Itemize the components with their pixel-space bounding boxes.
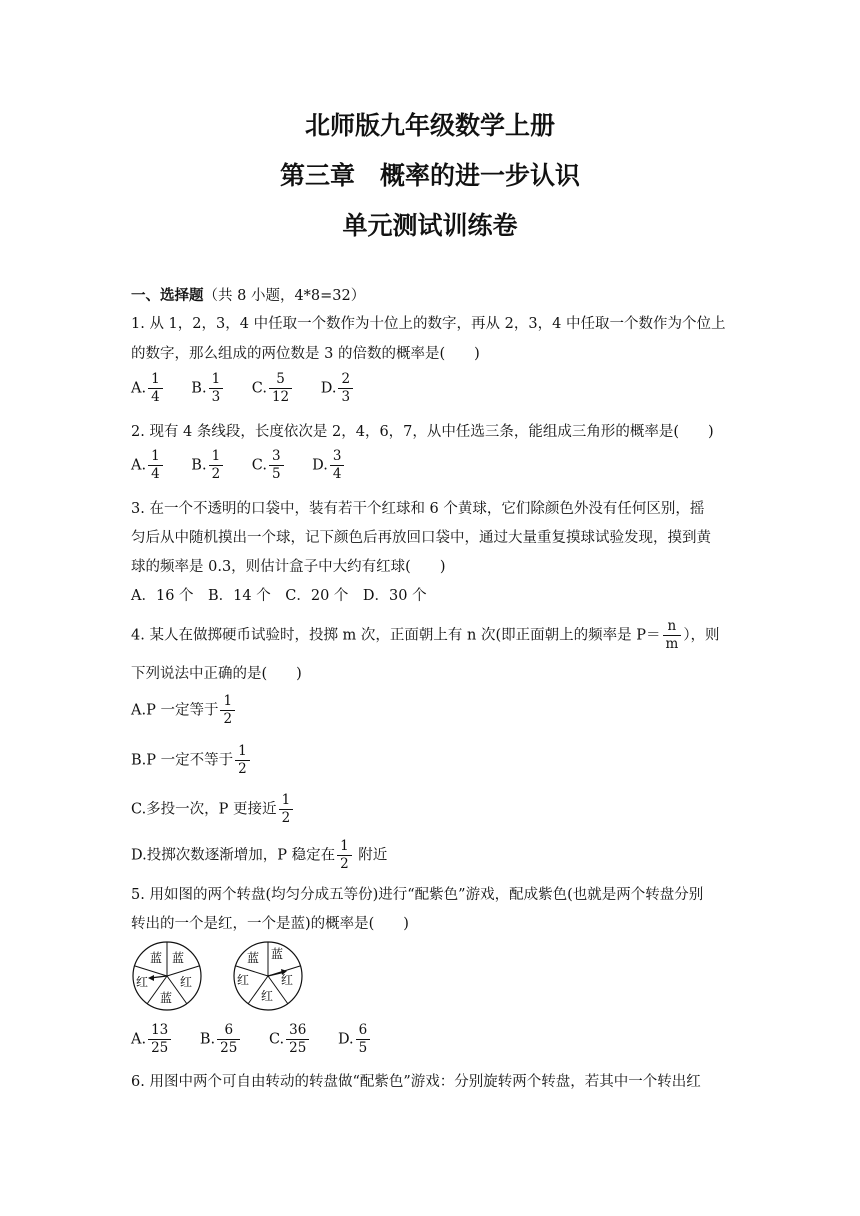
section-info: （共 8 小题，4*8=32） (203, 288, 366, 304)
q4-option-b[interactable]: B.P 一定不等于 $\frac{1}{2}$ (131, 743, 252, 778)
q5-option-b[interactable]: B. $\frac{6}{25}$ (200, 1022, 242, 1057)
q1-options (131, 371, 377, 406)
q1-line1: 1. 从 1，2，3，4 中任取一个数作为十位上的数字，再从 2，3，4 中任取一个数作为个位上 (131, 316, 726, 332)
q5-option-c[interactable]: C. $\frac{36}{25}$ (269, 1022, 311, 1057)
unit-title: 单元测试训练卷 (342, 211, 518, 240)
q4-option-a[interactable]: A.P 一定等于 $\frac{1}{2}$ (131, 693, 237, 728)
q3-line2: 匀后从中随机摸出一个球，记下颜色后再放回口袋中，通过大量重复摸球试验发现，摸到黄 (131, 530, 711, 546)
fraction: $\frac{13}{25}$ (148, 1022, 171, 1057)
pointer-arrow-icon (148, 975, 154, 981)
fraction: $\frac{1}{2}$ (220, 693, 235, 728)
q5-options (131, 1022, 394, 1057)
fraction: $\frac{6}{25}$ (217, 1022, 240, 1057)
fraction: $\frac{5}{12}$ (269, 371, 292, 406)
sector-label: 红 (237, 973, 250, 987)
q1-option-a[interactable]: A. $\frac{1}{4}$ (131, 371, 165, 406)
q3-options[interactable]: A．16 个 B．14 个 C．20 个 D．30 个 (131, 588, 427, 604)
q2-options (131, 448, 368, 483)
fraction: $\frac{3}{4}$ (330, 448, 345, 483)
q5-option-a[interactable]: A. $\frac{13}{25}$ (131, 1022, 173, 1057)
q2-option-b[interactable]: B. $\frac{1}{2}$ (191, 448, 225, 483)
sector-label: 蓝 (247, 951, 260, 965)
sector-label: 蓝 (150, 951, 163, 965)
q4-line1: 4. 某人在做掷硬币试验时，投掷 m 次，正面朝上有 n 次(即正面朝上的频率是 P＝ $\frac{n}{m}$ ），则 (131, 618, 720, 652)
fraction: $\frac{n}{m}$ (663, 618, 682, 653)
q5-line2: 转出的一个是红，一个是蓝)的概率是( ) (131, 916, 409, 932)
fraction: $\frac{1}{2}$ (235, 743, 250, 778)
q2-option-a[interactable]: A. $\frac{1}{4}$ (131, 448, 165, 483)
fraction: $\frac{36}{25}$ (286, 1022, 309, 1057)
section-heading (131, 284, 365, 305)
q5-option-d[interactable]: D. $\frac{6}{5}$ (338, 1022, 372, 1057)
q5-line1: 5. 用如图的两个转盘(均匀分成五等份)进行“配紫色”游戏，配成紫色(也就是两个转盘分别 (131, 887, 704, 903)
sector-label: 红 (136, 975, 149, 989)
sector-label: 蓝 (271, 947, 284, 961)
q1-option-b[interactable]: B. $\frac{1}{3}$ (191, 371, 225, 406)
fraction: $\frac{2}{3}$ (338, 371, 353, 406)
q6-line1: 6. 用图中两个可自由转动的转盘做“配紫色”游戏：分别旋转两个转盘，若其中一个转出红 (131, 1074, 701, 1090)
sector-label: 红 (180, 975, 193, 989)
q1-line2: 的数字，那么组成的两位数是 3 的倍数的概率是( ) (131, 346, 480, 362)
q4-line2: 下列说法中正确的是( ) (131, 666, 302, 682)
fraction: $\frac{1}{3}$ (209, 371, 224, 406)
spinner-1 (130, 940, 204, 1012)
q3-line1: 3. 在一个不透明的口袋中，装有若干个红球和 6 个黄球，它们除颜色外没有任何区别，摇 (131, 501, 705, 517)
q2-option-c[interactable]: C. $\frac{3}{5}$ (252, 448, 286, 483)
sector-label: 红 (281, 973, 294, 987)
fraction: $\frac{1}{2}$ (279, 792, 294, 827)
q1-option-d[interactable]: D. $\frac{2}{3}$ (321, 371, 355, 406)
doc-title: 北师版九年级数学上册 (304, 111, 555, 140)
fraction: $\frac{6}{5}$ (356, 1022, 371, 1057)
sector-label: 蓝 (172, 951, 185, 965)
fraction: $\frac{1}{4}$ (148, 448, 163, 483)
sector-label: 红 (261, 989, 274, 1003)
q1-option-c[interactable]: C. $\frac{5}{12}$ (252, 371, 294, 406)
spinner-2 (231, 940, 305, 1012)
fraction: $\frac{1}{2}$ (209, 448, 224, 483)
chapter-title: 第三章 概率的进一步认识 (279, 161, 580, 190)
q2-line1: 2. 现有 4 条线段，长度依次是 2，4，6，7，从中任选三条，能组成三角形的概率是( ) (131, 424, 714, 440)
q4-option-c[interactable]: C.多投一次，P 更接近 $\frac{1}{2}$ (131, 792, 295, 827)
q4-option-d[interactable]: D.投掷次数逐渐增加，P 稳定在 $\frac{1}{2}$ 附近 (131, 838, 388, 872)
fraction: $\frac{1}{2}$ (337, 838, 352, 873)
q2-option-d[interactable]: D. $\frac{3}{4}$ (312, 448, 346, 483)
sector-label: 蓝 (160, 991, 173, 1005)
fraction: $\frac{3}{5}$ (269, 448, 284, 483)
q3-line3: 球的频率是 0.3，则估计盒子中大约有红球( ) (131, 559, 446, 575)
fraction: $\frac{1}{4}$ (148, 371, 163, 406)
section-label: 一、选择题 (131, 287, 204, 304)
